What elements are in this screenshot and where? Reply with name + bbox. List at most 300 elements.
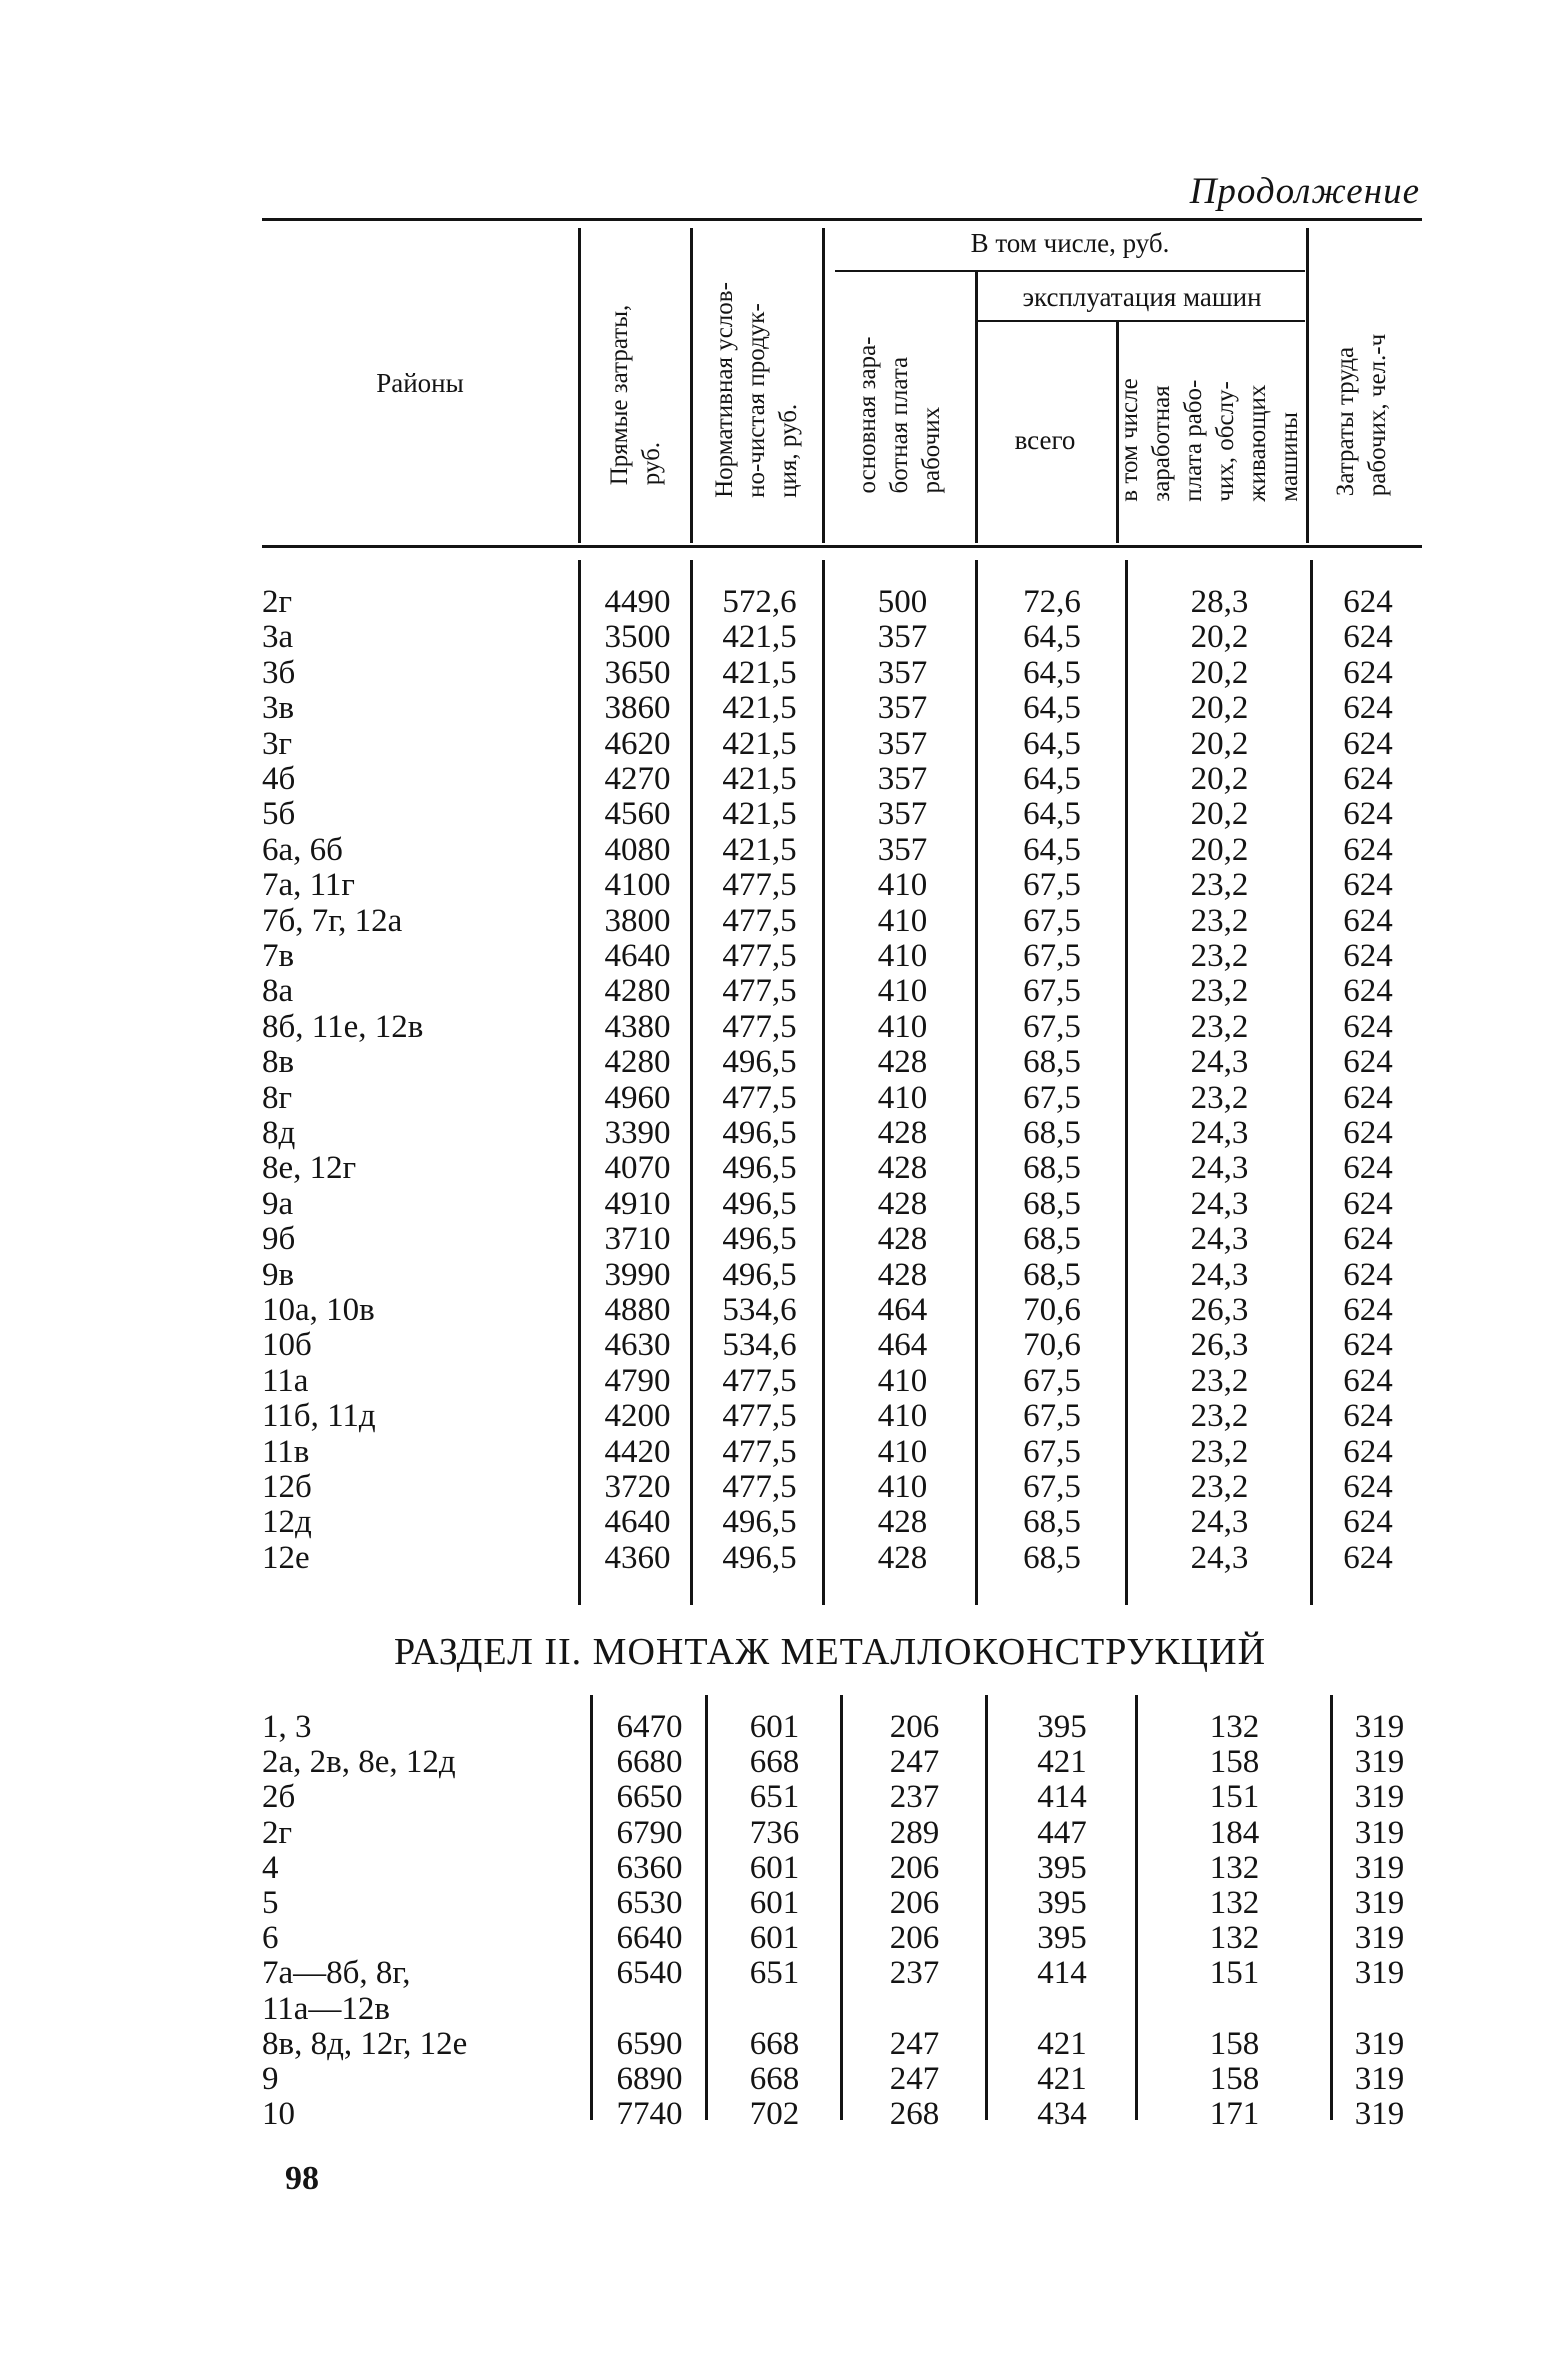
value-cell: 624 (1343, 1008, 1393, 1045)
value-cell: 206 (889, 1709, 940, 1745)
table-row (0, 585, 1565, 620)
value-cell: 624 (1343, 761, 1393, 797)
region-cell: 2г (262, 584, 293, 620)
value-cell: 624 (1343, 1185, 1393, 1222)
value-cell: 24,3 (1190, 1115, 1249, 1151)
region-cell: 12е (262, 1539, 310, 1576)
value-cell: 624 (1343, 584, 1393, 620)
value-cell: 158 (1209, 1744, 1260, 1781)
value-cell: 357 (877, 761, 928, 797)
value-cell: 496,5 (722, 1221, 797, 1258)
value-cell: 6890 (616, 2061, 683, 2097)
table-row (0, 1992, 1565, 2027)
value-cell: 4620 (604, 725, 671, 762)
value-cell: 24,3 (1190, 1539, 1249, 1576)
table-row (0, 691, 1565, 726)
value-cell: 624 (1343, 1433, 1393, 1470)
value-cell: 624 (1343, 725, 1393, 762)
value-cell: 624 (1343, 690, 1393, 727)
region-cell: 7а—8б, 8г, (262, 1955, 411, 1992)
value-cell: 421,5 (722, 654, 797, 691)
value-cell: 601 (749, 1709, 800, 1745)
value-cell: 23,2 (1190, 938, 1249, 974)
value-cell: 3500 (604, 619, 671, 656)
value-cell: 534,6 (722, 1327, 797, 1364)
region-cell: 8в, 8д, 12г, 12е (262, 2025, 468, 2062)
continuation-label: Продолжение (1189, 171, 1420, 212)
value-cell: 70,6 (1023, 1327, 1081, 1364)
value-cell: 624 (1343, 1504, 1393, 1541)
value-cell: 3800 (604, 902, 671, 939)
value-cell: 414 (1037, 1955, 1087, 1992)
region-cell: 2а, 2в, 8е, 12д (262, 1744, 456, 1781)
value-cell: 357 (877, 725, 928, 762)
value-cell: 624 (1343, 831, 1393, 868)
value-cell: 319 (1354, 1709, 1405, 1745)
value-cell: 7740 (616, 2096, 683, 2133)
value-cell: 410 (877, 1398, 928, 1435)
value-cell: 702 (749, 2096, 800, 2133)
value-cell: 428 (877, 1221, 928, 1258)
value-cell: 410 (877, 973, 928, 1010)
value-cell: 410 (877, 1469, 928, 1505)
value-cell: 23,2 (1190, 867, 1249, 904)
header-normative: Нормативная услов- но-чистая продук- ция, руб. (711, 282, 802, 498)
value-cell: 6590 (616, 2025, 683, 2062)
value-cell: 477,5 (722, 1398, 797, 1435)
region-cell: 10а, 10в (262, 1292, 375, 1328)
value-cell: 20,2 (1190, 690, 1249, 727)
table-row (0, 1010, 1565, 1045)
value-cell: 289 (889, 1814, 940, 1851)
region-cell: 7а, 11г (262, 867, 355, 904)
value-cell: 395 (1037, 1920, 1087, 1957)
value-cell: 357 (877, 831, 928, 868)
value-cell: 624 (1343, 973, 1393, 1010)
value-cell: 24,3 (1190, 1221, 1249, 1258)
table-row (0, 1956, 1565, 1991)
value-cell: 151 (1209, 1955, 1260, 1992)
value-cell: 6680 (616, 1744, 683, 1781)
value-cell: 206 (889, 1849, 940, 1886)
value-cell: 624 (1343, 1150, 1393, 1187)
value-cell: 4420 (604, 1433, 671, 1470)
value-cell: 319 (1354, 1955, 1405, 1992)
value-cell: 23,2 (1190, 1398, 1249, 1435)
value-cell: 624 (1343, 1398, 1393, 1435)
region-cell: 8б, 11е, 12в (262, 1008, 424, 1045)
table-row (0, 762, 1565, 797)
value-cell: 500 (877, 584, 928, 620)
table-row (0, 1816, 1565, 1851)
value-cell: 132 (1209, 1849, 1260, 1886)
value-cell: 68,5 (1023, 1221, 1081, 1258)
value-cell: 496,5 (722, 1185, 797, 1222)
value-cell: 410 (877, 902, 928, 939)
value-cell: 3860 (604, 690, 671, 727)
table-row (0, 868, 1565, 903)
value-cell: 64,5 (1023, 619, 1081, 656)
value-cell: 319 (1354, 1885, 1405, 1921)
table-row (0, 1470, 1565, 1505)
value-cell: 357 (877, 619, 928, 656)
region-cell: 8в (262, 1044, 295, 1081)
value-cell: 668 (749, 1744, 800, 1781)
value-cell: 4910 (604, 1185, 671, 1222)
header-divider-6 (1306, 228, 1309, 543)
table-row (0, 1258, 1565, 1293)
value-cell: 3710 (604, 1221, 671, 1258)
value-cell: 410 (877, 1079, 928, 1116)
value-cell: 20,2 (1190, 725, 1249, 762)
table-row (0, 1081, 1565, 1116)
region-cell: 3в (262, 690, 295, 727)
value-cell: 24,3 (1190, 1504, 1249, 1541)
table-row (0, 1045, 1565, 1080)
value-cell: 4640 (604, 938, 671, 974)
table-row (0, 833, 1565, 868)
value-cell: 319 (1354, 1814, 1405, 1851)
value-cell: 421,5 (722, 796, 797, 833)
value-cell: 6540 (616, 1955, 683, 1992)
table-row (0, 1151, 1565, 1186)
value-cell: 23,2 (1190, 902, 1249, 939)
region-cell: 11в (262, 1433, 310, 1470)
value-cell: 414 (1037, 1779, 1087, 1816)
region-cell: 1, 3 (262, 1709, 312, 1745)
table-row (0, 1780, 1565, 1815)
value-cell: 428 (877, 1044, 928, 1081)
value-cell: 319 (1354, 1744, 1405, 1781)
value-cell: 624 (1343, 1115, 1393, 1151)
value-cell: 410 (877, 938, 928, 974)
table-row (0, 1921, 1565, 1956)
region-cell: 10б (262, 1327, 312, 1364)
value-cell: 4360 (604, 1539, 671, 1576)
table-row (0, 1222, 1565, 1257)
value-cell: 624 (1343, 654, 1393, 691)
value-cell: 26,3 (1190, 1292, 1249, 1328)
value-cell: 3720 (604, 1469, 671, 1505)
value-cell: 23,2 (1190, 1469, 1249, 1505)
value-cell: 3650 (604, 654, 671, 691)
region-cell: 4 (262, 1849, 279, 1886)
region-cell: 2г (262, 1814, 293, 1851)
value-cell: 20,2 (1190, 761, 1249, 797)
region-cell: 11а—12в (262, 1990, 391, 2027)
table-row (0, 1187, 1565, 1222)
region-cell: 7в (262, 938, 295, 974)
value-cell: 428 (877, 1115, 928, 1151)
value-cell: 477,5 (722, 1079, 797, 1116)
table-row (0, 656, 1565, 691)
value-cell: 72,6 (1023, 584, 1081, 620)
value-cell: 64,5 (1023, 725, 1081, 762)
value-cell: 421,5 (722, 690, 797, 727)
value-cell: 421,5 (722, 761, 797, 797)
value-cell: 64,5 (1023, 654, 1081, 691)
header-divider-1 (578, 228, 581, 543)
value-cell: 319 (1354, 1920, 1405, 1957)
value-cell: 68,5 (1023, 1150, 1081, 1187)
header-including: В том числе, руб. (970, 228, 1170, 258)
value-cell: 434 (1037, 2096, 1087, 2133)
table-row (0, 1328, 1565, 1363)
table-row (0, 1293, 1565, 1328)
value-cell: 421 (1037, 1744, 1087, 1781)
value-cell: 651 (749, 1779, 800, 1816)
value-cell: 67,5 (1023, 902, 1081, 939)
header-total: всего (1014, 425, 1076, 455)
value-cell: 4880 (604, 1292, 671, 1328)
value-cell: 428 (877, 1504, 928, 1541)
value-cell: 477,5 (722, 1433, 797, 1470)
value-cell: 624 (1343, 1469, 1393, 1505)
value-cell: 67,5 (1023, 1362, 1081, 1399)
value-cell: 132 (1209, 1920, 1260, 1957)
value-cell: 421 (1037, 2025, 1087, 2062)
value-cell: 24,3 (1190, 1185, 1249, 1222)
value-cell: 319 (1354, 1779, 1405, 1816)
value-cell: 70,6 (1023, 1292, 1081, 1328)
table-row (0, 727, 1565, 762)
value-cell: 624 (1343, 1044, 1393, 1081)
region-cell: 12д (262, 1504, 312, 1541)
header-divider-2 (690, 228, 693, 543)
region-cell: 8д (262, 1115, 296, 1151)
region-cell: 8е, 12г (262, 1150, 357, 1187)
value-cell: 4200 (604, 1398, 671, 1435)
value-cell: 4960 (604, 1079, 671, 1116)
value-cell: 23,2 (1190, 973, 1249, 1010)
value-cell: 4070 (604, 1150, 671, 1187)
value-cell: 206 (889, 1885, 940, 1921)
table-row (0, 620, 1565, 655)
value-cell: 395 (1037, 1885, 1087, 1921)
value-cell: 651 (749, 1955, 800, 1992)
table-row (0, 797, 1565, 832)
value-cell: 4560 (604, 796, 671, 833)
value-cell: 4280 (604, 1044, 671, 1081)
value-cell: 4270 (604, 761, 671, 797)
value-cell: 496,5 (722, 1504, 797, 1541)
value-cell: 206 (889, 1920, 940, 1957)
value-cell: 132 (1209, 1885, 1260, 1921)
value-cell: 496,5 (722, 1150, 797, 1187)
value-cell: 624 (1343, 867, 1393, 904)
value-cell: 668 (749, 2025, 800, 2062)
value-cell: 395 (1037, 1709, 1087, 1745)
value-cell: 428 (877, 1150, 928, 1187)
value-cell: 496,5 (722, 1044, 797, 1081)
value-cell: 6790 (616, 1814, 683, 1851)
value-cell: 319 (1354, 2025, 1405, 2062)
value-cell: 6530 (616, 1885, 683, 1921)
value-cell: 24,3 (1190, 1150, 1249, 1187)
value-cell: 67,5 (1023, 1469, 1081, 1505)
value-cell: 64,5 (1023, 761, 1081, 797)
value-cell: 357 (877, 796, 928, 833)
value-cell: 410 (877, 1433, 928, 1470)
value-cell: 624 (1343, 1256, 1393, 1293)
value-cell: 68,5 (1023, 1185, 1081, 1222)
value-cell: 4490 (604, 584, 671, 620)
value-cell: 464 (877, 1327, 928, 1364)
value-cell: 247 (889, 2061, 940, 2097)
region-cell: 3б (262, 654, 296, 691)
value-cell: 67,5 (1023, 867, 1081, 904)
value-cell: 24,3 (1190, 1044, 1249, 1081)
value-cell: 6640 (616, 1920, 683, 1957)
value-cell: 319 (1354, 2061, 1405, 2097)
region-cell: 9в (262, 1256, 295, 1293)
value-cell: 6470 (616, 1709, 683, 1745)
value-cell: 68,5 (1023, 1044, 1081, 1081)
value-cell: 68,5 (1023, 1539, 1081, 1576)
value-cell: 68,5 (1023, 1115, 1081, 1151)
value-cell: 3990 (604, 1256, 671, 1293)
value-cell: 67,5 (1023, 938, 1081, 974)
value-cell: 624 (1343, 902, 1393, 939)
region-cell: 3г (262, 725, 293, 762)
header-top-rule (262, 218, 1422, 221)
region-cell: 2б (262, 1779, 296, 1816)
header-labor: Затраты труда рабочих, чел.-ч (1332, 333, 1391, 497)
table-row (0, 1541, 1565, 1576)
value-cell: 395 (1037, 1849, 1087, 1886)
value-cell: 428 (877, 1185, 928, 1222)
table-row (0, 939, 1565, 974)
region-cell: 12б (262, 1469, 312, 1505)
value-cell: 3390 (604, 1115, 671, 1151)
value-cell: 6360 (616, 1849, 683, 1886)
value-cell: 624 (1343, 619, 1393, 656)
value-cell: 23,2 (1190, 1079, 1249, 1116)
value-cell: 477,5 (722, 902, 797, 939)
table-row (0, 1116, 1565, 1151)
value-cell: 534,6 (722, 1292, 797, 1328)
value-cell: 624 (1343, 1539, 1393, 1576)
header-regions: Районы (376, 368, 464, 398)
value-cell: 64,5 (1023, 796, 1081, 833)
value-cell: 67,5 (1023, 1008, 1081, 1045)
value-cell: 23,2 (1190, 1433, 1249, 1470)
value-cell: 421 (1037, 2061, 1087, 2097)
region-cell: 7б, 7г, 12а (262, 902, 403, 939)
value-cell: 421,5 (722, 725, 797, 762)
value-cell: 26,3 (1190, 1327, 1249, 1364)
value-cell: 572,6 (722, 584, 797, 620)
table-row (0, 1710, 1565, 1745)
including-rule (835, 270, 1305, 272)
value-cell: 447 (1037, 1814, 1087, 1851)
value-cell: 4790 (604, 1362, 671, 1399)
value-cell: 64,5 (1023, 690, 1081, 727)
region-cell: 5 (262, 1885, 279, 1921)
value-cell: 68,5 (1023, 1256, 1081, 1293)
value-cell: 496,5 (722, 1115, 797, 1151)
value-cell: 268 (889, 2096, 940, 2133)
value-cell: 158 (1209, 2025, 1260, 2062)
region-cell: 8г (262, 1079, 293, 1116)
region-cell: 9б (262, 1221, 296, 1258)
value-cell: 421,5 (722, 619, 797, 656)
table-row (0, 1399, 1565, 1434)
value-cell: 668 (749, 2061, 800, 2097)
value-cell: 184 (1209, 1814, 1260, 1851)
header-basic-wage: основная зара- ботная плата рабочих (854, 336, 945, 494)
region-cell: 11а (262, 1362, 309, 1399)
header-machine-operation: эксплуатация машин (1022, 282, 1262, 312)
region-cell: 5б (262, 796, 296, 833)
value-cell: 624 (1343, 938, 1393, 974)
value-cell: 6650 (616, 1779, 683, 1816)
value-cell: 20,2 (1190, 796, 1249, 833)
value-cell: 496,5 (722, 1256, 797, 1293)
value-cell: 624 (1343, 1327, 1393, 1364)
value-cell: 67,5 (1023, 1398, 1081, 1435)
region-cell: 8а (262, 973, 294, 1010)
header-bottom-rule (262, 545, 1422, 548)
region-cell: 10 (262, 2096, 295, 2133)
value-cell: 24,3 (1190, 1256, 1249, 1293)
value-cell: 410 (877, 1008, 928, 1045)
value-cell: 410 (877, 867, 928, 904)
region-cell: 6а, 6б (262, 831, 343, 868)
value-cell: 4640 (604, 1504, 671, 1541)
value-cell: 4100 (604, 867, 671, 904)
machines-rule (975, 320, 1305, 322)
region-cell: 6 (262, 1920, 279, 1957)
table-row (0, 2027, 1565, 2062)
value-cell: 624 (1343, 796, 1393, 833)
table-row (0, 2097, 1565, 2132)
value-cell: 4280 (604, 973, 671, 1010)
value-cell: 496,5 (722, 1539, 797, 1576)
value-cell: 20,2 (1190, 831, 1249, 868)
value-cell: 4630 (604, 1327, 671, 1364)
region-cell: 9а (262, 1185, 294, 1222)
value-cell: 601 (749, 1849, 800, 1886)
value-cell: 158 (1209, 2061, 1260, 2097)
header-direct-costs: Прямые затраты, руб. (606, 304, 665, 486)
value-cell: 319 (1354, 2096, 1405, 2133)
value-cell: 67,5 (1023, 973, 1081, 1010)
value-cell: 247 (889, 1744, 940, 1781)
value-cell: 736 (749, 1814, 800, 1851)
value-cell: 477,5 (722, 1469, 797, 1505)
value-cell: 624 (1343, 1362, 1393, 1399)
value-cell: 23,2 (1190, 1362, 1249, 1399)
value-cell: 624 (1343, 1079, 1393, 1116)
region-cell: 11б, 11д (262, 1398, 376, 1435)
table-row (0, 1505, 1565, 1540)
value-cell: 20,2 (1190, 619, 1249, 656)
value-cell: 464 (877, 1292, 928, 1328)
value-cell: 151 (1209, 1779, 1260, 1816)
value-cell: 171 (1209, 2096, 1260, 2133)
value-cell: 421,5 (722, 831, 797, 868)
value-cell: 477,5 (722, 938, 797, 974)
value-cell: 477,5 (722, 1008, 797, 1045)
table-row (0, 904, 1565, 939)
table-row (0, 1745, 1565, 1780)
region-cell: 3а (262, 619, 294, 656)
value-cell: 477,5 (722, 973, 797, 1010)
value-cell: 624 (1343, 1221, 1393, 1258)
table-row (0, 2062, 1565, 2097)
section2-title: РАЗДЕЛ II. МОНТАЖ МЕТАЛЛОКОНСТРУКЦИЙ (393, 1631, 1267, 1673)
